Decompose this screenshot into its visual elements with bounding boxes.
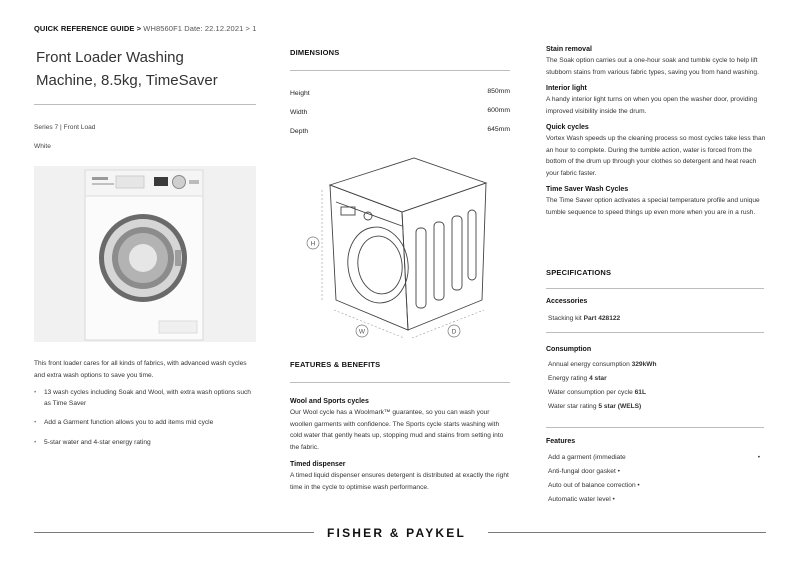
consumption-list	[546, 361, 764, 417]
quick-reference-header	[34, 24, 256, 33]
product-series: Series 7 | Front Load	[34, 124, 96, 131]
consumption-row	[548, 403, 764, 417]
feature-text: Our Wool cycle has a Woolmark™ guarantee, so you can wash your woollen garments with confidence. The Sports cycle starts washing with cold water that gently heats up, stopping mud and stains from setting into the fabric.	[290, 409, 504, 451]
footer-line-left	[34, 532, 314, 533]
product-color: White	[34, 143, 51, 150]
feature-spec-row	[548, 454, 764, 468]
product-column	[34, 44, 256, 92]
bullet-item: • 13 wash cycles including Soak and Wool, with extra wash options such as Time Saver	[34, 388, 256, 409]
feature-text: The Time Saver option activates a special temperature profile and unique tumble sequence to speed things up even more when you are in a rush.	[546, 197, 760, 216]
consumption-label: Annual energy consumption	[548, 361, 630, 368]
consumption-row	[548, 361, 764, 375]
dimensions-divider	[290, 70, 510, 71]
feature-spec-mark: •	[757, 454, 760, 461]
dimension-label: Height	[290, 90, 310, 97]
features-benefits-heading: FEATURES & BENEFITS	[290, 360, 381, 369]
feature-spec-row	[548, 468, 764, 482]
dimension-row	[290, 126, 510, 145]
product-image	[34, 166, 256, 342]
product-bullets	[34, 388, 256, 457]
bullet-item: • 5-star water and 4-star energy rating	[34, 438, 256, 449]
footer-line-right	[488, 532, 766, 533]
accessories-heading: Accessories	[546, 298, 588, 305]
feature-text: The Soak option carries out a one-hour soak and tumble cycle to help lift stubborn stains from various fabric types, saving you from hand washing.	[546, 57, 759, 76]
diagram-label-h: H	[310, 240, 316, 248]
accessory-part: Part 428122	[583, 315, 621, 322]
feature-spec-label: Automatic water level •	[548, 496, 615, 503]
feature-spec-label: Anti-fungal door gasket •	[548, 468, 620, 475]
dimension-value: 645mm	[487, 126, 510, 133]
feature-text: A handy interior light turns on when you open the washer door, providing improved visibility inside the drum.	[546, 96, 758, 115]
feature-spec-label: Auto out of balance correction •	[548, 482, 640, 489]
col3-features	[546, 38, 766, 218]
feature-title: Stain removal	[546, 46, 592, 53]
product-title-line2: Machine, 8.5kg, TimeSaver	[36, 72, 218, 89]
dimension-value: 850mm	[487, 88, 510, 95]
accessory-label: Stacking kit	[548, 315, 582, 322]
product-description: This front loader cares for all kinds of fabrics, with advanced wash cycles and extra wash options to save you time.	[34, 360, 247, 379]
dimension-label: Width	[290, 109, 308, 116]
features-benefits-list	[290, 388, 510, 493]
washing-machine-photo	[34, 166, 256, 342]
features-divider	[290, 382, 510, 383]
feature-title: Quick cycles	[546, 124, 589, 131]
dimensions-table	[290, 88, 510, 145]
feature-spec-label: Add a garment (immediate	[548, 454, 626, 461]
consumption-divider	[546, 427, 764, 428]
dimension-row	[290, 107, 510, 126]
features-spec-list	[546, 454, 764, 510]
features-heading: Features	[546, 438, 576, 445]
specifications-heading: SPECIFICATIONS	[546, 268, 612, 277]
header-label: QUICK REFERENCE GUIDE >	[34, 24, 142, 33]
consumption-heading: Consumption	[546, 346, 592, 353]
feature-spec-row	[548, 482, 764, 496]
feature-spec-row	[548, 496, 764, 510]
diagram-label-d: D	[451, 328, 457, 336]
product-title	[36, 46, 256, 92]
feature-title: Wool and Sports cycles	[290, 398, 369, 405]
feature-text: Vortex Wash speeds up the cleaning process so most cycles take less than an hour to complete. During the tumble action, water is forced from the bottom of the drum up through your clothes so detergent and heat reach your fabric faster.	[546, 135, 766, 177]
dimensions-heading: DIMENSIONS	[290, 48, 340, 57]
machine-outline-diagram	[296, 150, 506, 345]
feature-text: A timed liquid dispenser ensures detergent is distributed at exactly the right time in the cycle to optimise wash performance.	[290, 472, 509, 491]
consumption-label: Energy rating	[548, 375, 588, 382]
feature-title: Time Saver Wash Cycles	[546, 186, 629, 193]
accessories-divider	[546, 332, 764, 333]
consumption-row	[548, 389, 764, 403]
header-meta: WH8560F1 Date: 22.12.2021 > 1	[143, 24, 257, 33]
consumption-row	[548, 375, 764, 389]
consumption-value: 329kWh	[631, 361, 657, 368]
feature-title: Interior light	[546, 85, 587, 92]
accessory-item	[548, 315, 620, 322]
diagram-label-w: W	[358, 328, 366, 336]
consumption-value: 61L	[634, 389, 646, 396]
bullet-item: • Add a Garment function allows you to add items mid cycle	[34, 418, 256, 429]
consumption-value: 4 star	[589, 375, 607, 382]
dimension-diagram	[296, 150, 506, 345]
consumption-label: Water star rating	[548, 403, 597, 410]
product-title-line1: Front Loader Washing	[36, 49, 184, 66]
dimension-label: Depth	[290, 128, 309, 135]
title-divider	[34, 104, 256, 105]
brand-logo: FISHER & PAYKEL	[327, 526, 467, 540]
specifications-divider	[546, 288, 764, 289]
dimension-row	[290, 88, 510, 107]
consumption-label: Water consumption per cycle	[548, 389, 633, 396]
feature-title: Timed dispenser	[290, 461, 346, 468]
dimension-value: 600mm	[487, 107, 510, 114]
consumption-value: 5 star (WELS)	[598, 403, 642, 410]
